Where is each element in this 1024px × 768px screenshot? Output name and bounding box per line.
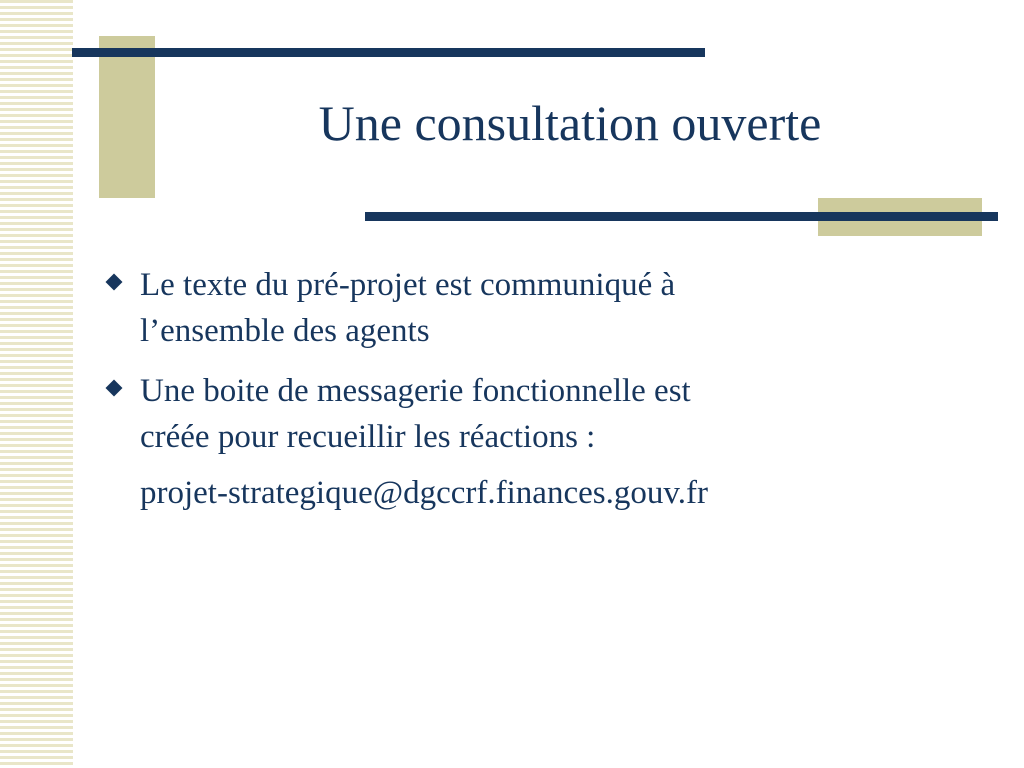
diamond-bullet-icon [106,380,123,397]
bullet-item [100,368,980,516]
slide-title: Une consultation ouverte [318,95,822,151]
title-accent-block-left [99,36,155,198]
slide-body [100,262,980,530]
bullet-item [100,262,980,354]
email-address: projet-strategique@dgccrf.finances.gouv.fr [140,475,708,511]
bullet-line: Le texte du pré-projet est communiqué à [140,267,676,303]
bullet-line: l’ensemble des agents [140,313,430,349]
bullet-line: créée pour recueillir les réactions : [140,419,596,455]
title-rule-bottom [365,212,998,221]
diamond-bullet-icon [106,274,123,291]
left-stripe-decoration [0,0,73,768]
bullet-line: Une boite de messagerie fonctionnelle est [140,373,691,409]
title-rule-top [72,48,705,57]
